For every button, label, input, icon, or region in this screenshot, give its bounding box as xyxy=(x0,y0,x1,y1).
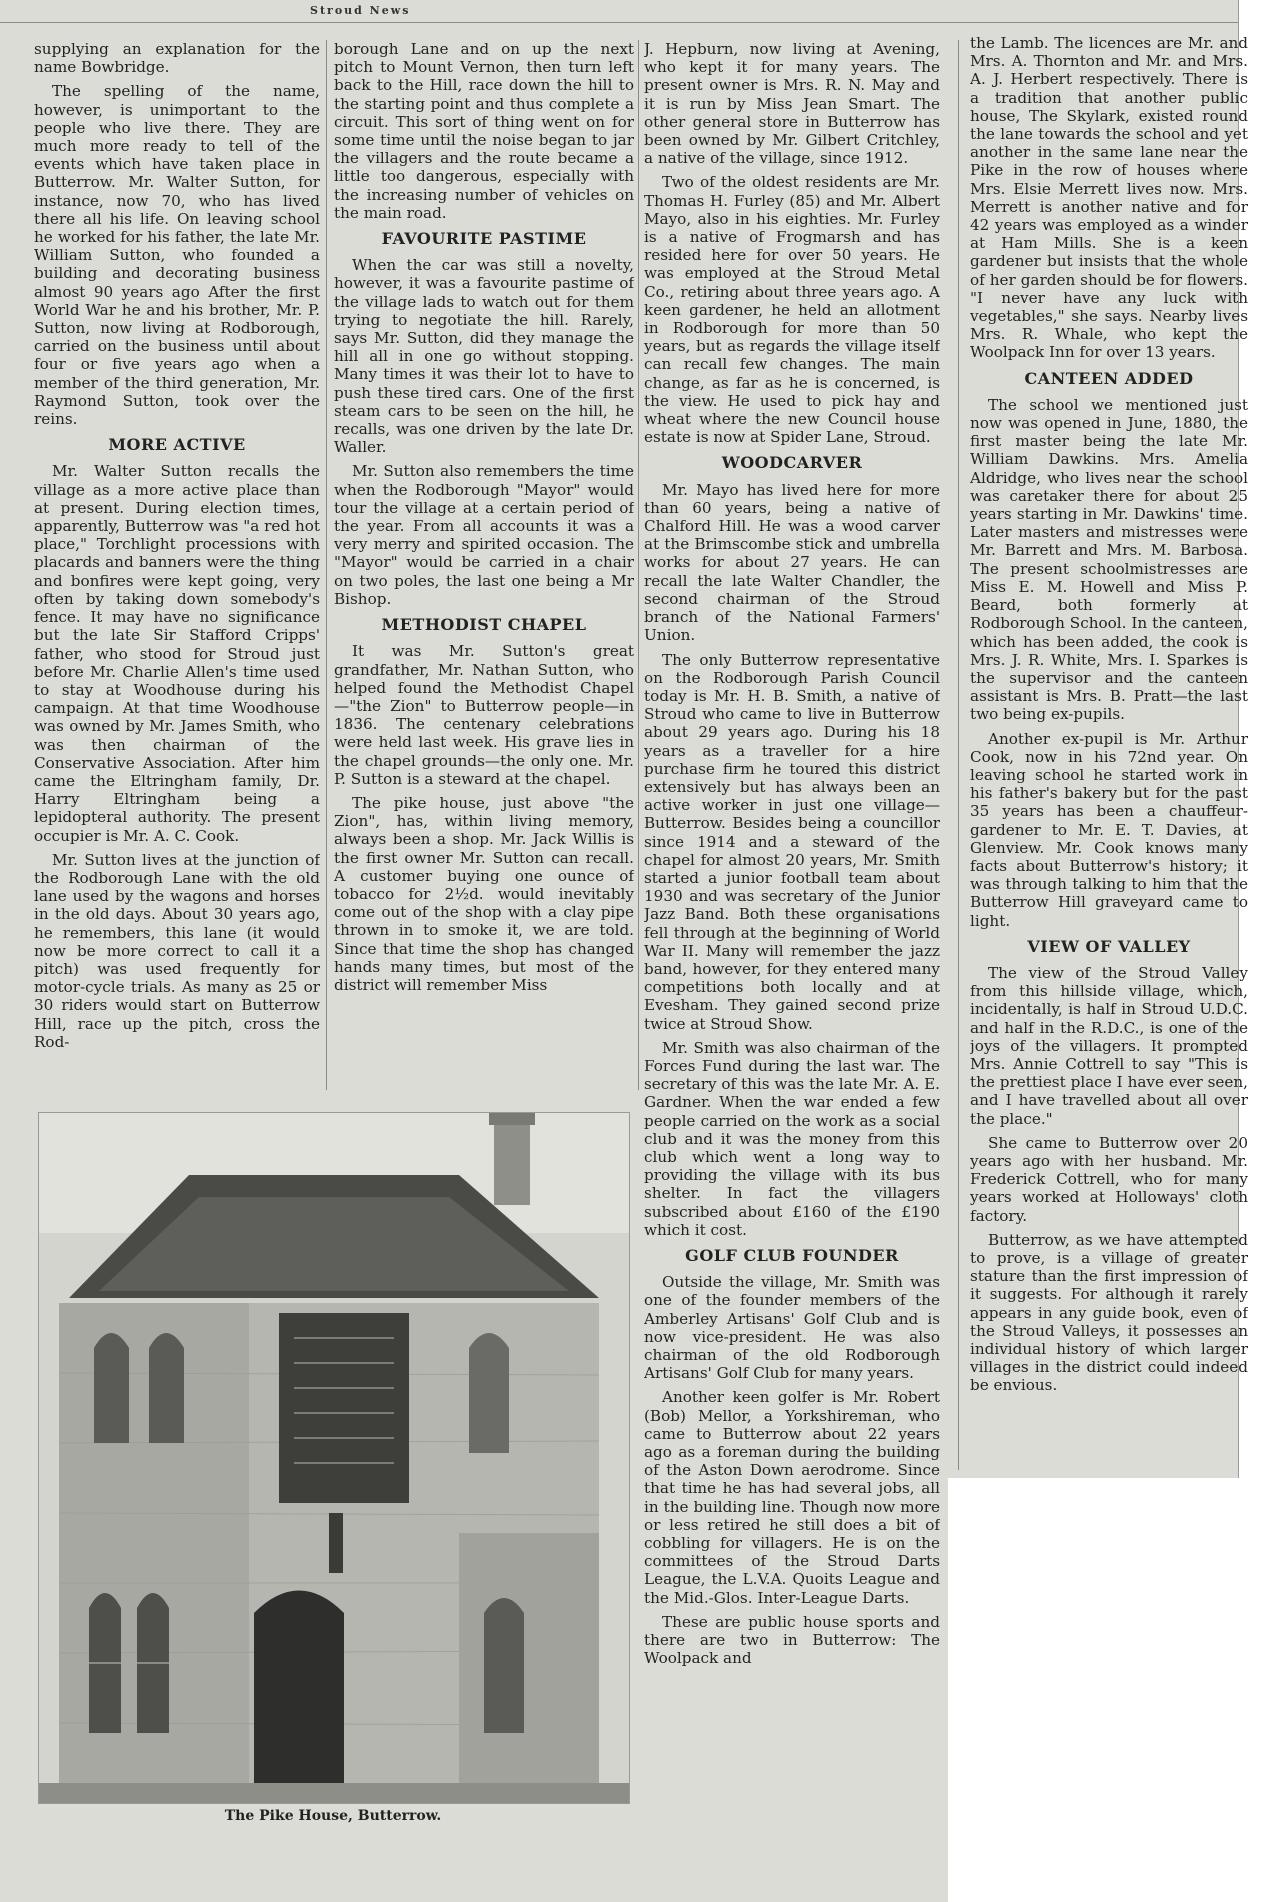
subheading: MORE ACTIVE xyxy=(108,435,246,455)
pike-house-photo xyxy=(38,1112,630,1804)
paragraph: Butterrow, as we have attempted to prove, is a village of greater stature than the first impression of it suggests. For although it rarely appears in any guide book, even of the Stroud Valleys, it possesses an individual history of which larger villages in the district could indeed be envious. xyxy=(970,1230,1248,1395)
paragraph: It was Mr. Sutton's great grandfather, Mr. Nathan Sutton, who helped found the Methodist Chapel—"the Zion" to Butterrow people—in 1836. The centenary celebrations were held last week. His grave lies in the chapel grounds—the only one. Mr. P. Sutton is a steward at the chapel. xyxy=(334,642,634,788)
lamp-bracket xyxy=(329,1513,343,1573)
article-column-3 xyxy=(644,40,940,1860)
window xyxy=(469,1333,509,1453)
paragraph: Mr. Sutton lives at the junction of the Rodborough Lane with the old lane used by the wagons and horses in the old days. About 30 years ago, he remembers, this lane (it would now be more correct to call it a pitch) was used frequently for motor-cycle trials. As many as 25 or 30 riders would start on Butterrow Hill, race up the pitch, cross the Rod- xyxy=(34,850,320,1051)
subheading: FAVOURITE PASTIME xyxy=(381,229,587,249)
paragraph: supplying an explanation for the name Bowbridge. xyxy=(34,40,320,77)
paragraph: Another keen golfer is Mr. Robert (Bob) Mellor, a Yorkshireman, who came to Butterrow about 22 years ago as a foreman during the building of the Aston Down aerodrome. Since that time he has had several jobs, all in the building line. Though now more or less retired he still does a bit of cobbling for villagers. He is on the committees of the Stroud Darts League, the L.V.A. Quoits League and the Mid.-Glos. Inter-League Darts. xyxy=(644,1388,940,1607)
paragraph: These are public house sports and there are two in Butterrow: The Woolpack and xyxy=(644,1612,940,1668)
paragraph: She came to Butterrow over 20 years ago with her husband. Mr. Frederick Cottrell, who for many years worked at Holloways' cloth factory. xyxy=(970,1133,1248,1225)
subheading: GOLF CLUB FOUNDER xyxy=(685,1246,899,1265)
paragraph: Mr. Mayo has lived here for more than 60 years, being a native of Chalford Hill. He was a wood carver at the Brimscombe stick and umbrella works for about 27 years. He can recall the late Walter Chandler, the second chairman of the Stroud branch of the National Farmers' Union. xyxy=(644,480,940,645)
paragraph: Mr. Walter Sutton recalls the village as a more active place than at present. During election times, apparently, Butterrow was "a red hot place," Torchlight processions with placards and banners were the thing and bonfires were kept going, very often by taking down somebody's fence. It may have no significance but the late Sir Stafford Cripps' father, who stood for Stroud just before Mr. Charlie Allen's time used to stay at Woodhouse during his campaign. At that time Woodhouse was owned by Mr. James Smith, who was then chairman of the Conservative Association. After him came the Eltringham family, Dr. Harry Eltringham being a lepidopteral authority. The present occupier is Mr. A. C. Cook. xyxy=(34,462,320,845)
masthead: Stroud News xyxy=(310,4,411,17)
subheading: CANTEEN ADDED xyxy=(1024,368,1194,388)
chimney xyxy=(494,1119,530,1205)
paragraph: The only Butterrow representative on the Rodborough Parish Council today is Mr. H. B. Smith, a native of Stroud who came to live in Butterrow about 29 years ago. During his 18 years as a traveller for a hire purchase firm he toured this district extensively but has always been an active worker in just one village—Butterrow. Besides being a councillor since 1914 and a steward of the chapel for almost 20 years, Mr. Smith started a junior football team about 1930 and was secretary of the Junior Jazz Band. Both these organisations fell through at the beginning of World War II. Many will remember the jazz band, however, for they entered many competitions both locally and at Evesham. They gained second prize twice at Stroud Show. xyxy=(644,650,940,1033)
paragraph: Another ex-pupil is Mr. Arthur Cook, now in his 72nd year. On leaving school he started work in his father's bakery but for the past 35 years has been a chauffeur-gardener to Mr. E. T. Davies, at Glenview. Mr. Cook knows many facts about Butterrow's history; it was through talking to him that the Butterrow Hill graveyard came to light. xyxy=(970,729,1248,930)
column-rule xyxy=(326,40,327,1090)
window xyxy=(149,1333,184,1443)
doorway xyxy=(254,1591,344,1804)
paragraph: borough Lane and on up the next pitch to Mount Vernon, then turn left back to the Hill, race down the hill to the starting point and thus complete a circuit. This sort of thing went on for some time until the noise began to jar the villagers and the route became a little too dangerous, especially with the increasing number of vehicles on the main road. xyxy=(334,40,634,222)
window xyxy=(484,1598,524,1733)
pike-house-illustration xyxy=(39,1113,629,1803)
paragraph: Mr. Smith was also chairman of the Forces Fund during the last war. The secretary of this was the late Mr. A. E. Gardner. When the war ended a few people carried on the work as a social club and it was the money from this club which went a long way to providing the village with its bus shelter. In fact the villagers subscribed about £160 of the £190 which it cost. xyxy=(644,1038,940,1239)
top-rule xyxy=(0,22,1238,23)
subheading: METHODIST CHAPEL xyxy=(381,615,587,635)
paragraph: The pike house, just above "the Zion", has, within living memory, always been a shop. Mr. Jack Willis is the first owner Mr. Sutton can recall. A customer buying one ounce of tobacco for 2½d. would inevitably come out of the shop with a clay pipe thrown in to smoke it, we are told. Since that time the shop has changed hands many times, but most of the district will remember Miss xyxy=(334,793,634,994)
paragraph: Mr. Sutton also remembers the time when the Rodborough "Mayor" would tour the village at a certain period of the year. From all accounts it was a very merry and spirited occasion. The "Mayor" would be carried in a chair on two poles, the last one being a Mr Bishop. xyxy=(334,462,634,608)
article-column-1 xyxy=(34,40,320,1096)
paragraph: J. Hepburn, now living at Avening, who kept it for many years. The present owner is Mrs. R. N. May and it is run by Miss Jean Smart. The other general store in Butterrow has been owned by Mr. Gilbert Critchley, a native of the village, since 1912. xyxy=(644,40,940,168)
paragraph: the Lamb. The licences are Mr. and Mrs. A. Thornton and Mr. and Mrs. A. J. Herbert respectively. There is a tradition that another public house, The Skylark, existed round the lane towards the school and yet another in the same lane near the Pike in the row of houses where Mrs. Elsie Merrett lives now. Mrs. Merrett is another native and for 42 years was employed as a winder at Ham Mills. She is a keen gardener but insists that the whole of her garden should be for flowers. "I never have any luck with vegetables," she says. Nearby lives Mrs. R. Whale, who kept the Woolpack Inn for over 13 years. xyxy=(970,34,1248,362)
paragraph: Two of the oldest residents are Mr. Thomas H. Furley (85) and Mr. Albert Mayo, also in his eighties. Mr. Furley is a native of Frogmarsh and has resided here for over 50 years. He was employed at the Stroud Metal Co., retiring about three years ago. A keen gardener, he held an allotment in Rodborough for more than 50 years, but as regards the village itself can recall few changes. The main change, as far as he is concerned, is the view. He used to pick hay and wheat where the new Council house estate is now at Spider Lane, Stroud. xyxy=(644,173,940,447)
column-rule xyxy=(958,40,959,1470)
paragraph: The spelling of the name, however, is unimportant to the people who live there. They are much more ready to tell of the events which have taken place in Butterrow. Mr. Walter Sutton, for instance, now 70, who has lived there all his life. On leaving school he worked for his father, the late Mr. William Sutton, who founded a building and decorating business almost 90 years ago After the first World War he and his brother, Mr. P. Sutton, now living at Rodborough, carried on the business until about four or five years ago when a member of the third generation, Mr. Raymond Sutton, took over the reins. xyxy=(34,82,320,429)
subheading: WOODCARVER xyxy=(721,453,863,473)
photo-caption: The Pike House, Butterrow. xyxy=(224,1808,442,1824)
column-rule xyxy=(638,40,639,1090)
article-column-4 xyxy=(970,34,1248,1474)
paragraph: The school we mentioned just now was opened in June, 1880, the first master being the late Mr. William Dawkins. Mrs. Amelia Aldridge, who lives near the school was caretaker there for about 25 years starting in Mr. Dawkins' time. Later masters and mistresses were Mr. Barrett and Mrs. M. Barbosa. The present schoolmistresses are Miss E. M. Howell and Miss P. Beard, both formerly at Rodborough School. In the canteen, which has been added, the cook is Mrs. J. R. White, Mrs. I. Sparkes is the supervisor and the canteen assistant is Mrs. B. Pratt—the last two being ex-pupils. xyxy=(970,395,1248,724)
toll-board xyxy=(279,1313,409,1503)
subheading: VIEW OF VALLEY xyxy=(1027,936,1191,956)
paragraph: Outside the village, Mr. Smith was one of the founder members of the Amberley Artisans' Golf Club and is now vice-president. He was also chairman of the old Rodborough Artisans' Golf Club for many years. xyxy=(644,1273,940,1383)
paragraph: When the car was still a novelty, however, it was a favourite pastime of the village lads to watch out for them trying to negotiate the hill. Rarely, says Mr. Sutton, did they manage the hill all in one go without stopping. Many times it was their lot to have to push these tired cars. One of the first steam cars to be seen on the hill, he recalls, was one driven by the late Dr. Waller. xyxy=(334,256,634,457)
article-column-2 xyxy=(334,40,634,1096)
paragraph: The view of the Stroud Valley from this hillside village, which, incidentally, is half in Stroud U.D.C. and half in the R.D.C., is one of the joys of the villagers. It prompted Mrs. Annie Cottrell to say "This is the prettiest place I have ever seen, and I have travelled about all over the place." xyxy=(970,963,1248,1128)
window xyxy=(94,1333,129,1443)
